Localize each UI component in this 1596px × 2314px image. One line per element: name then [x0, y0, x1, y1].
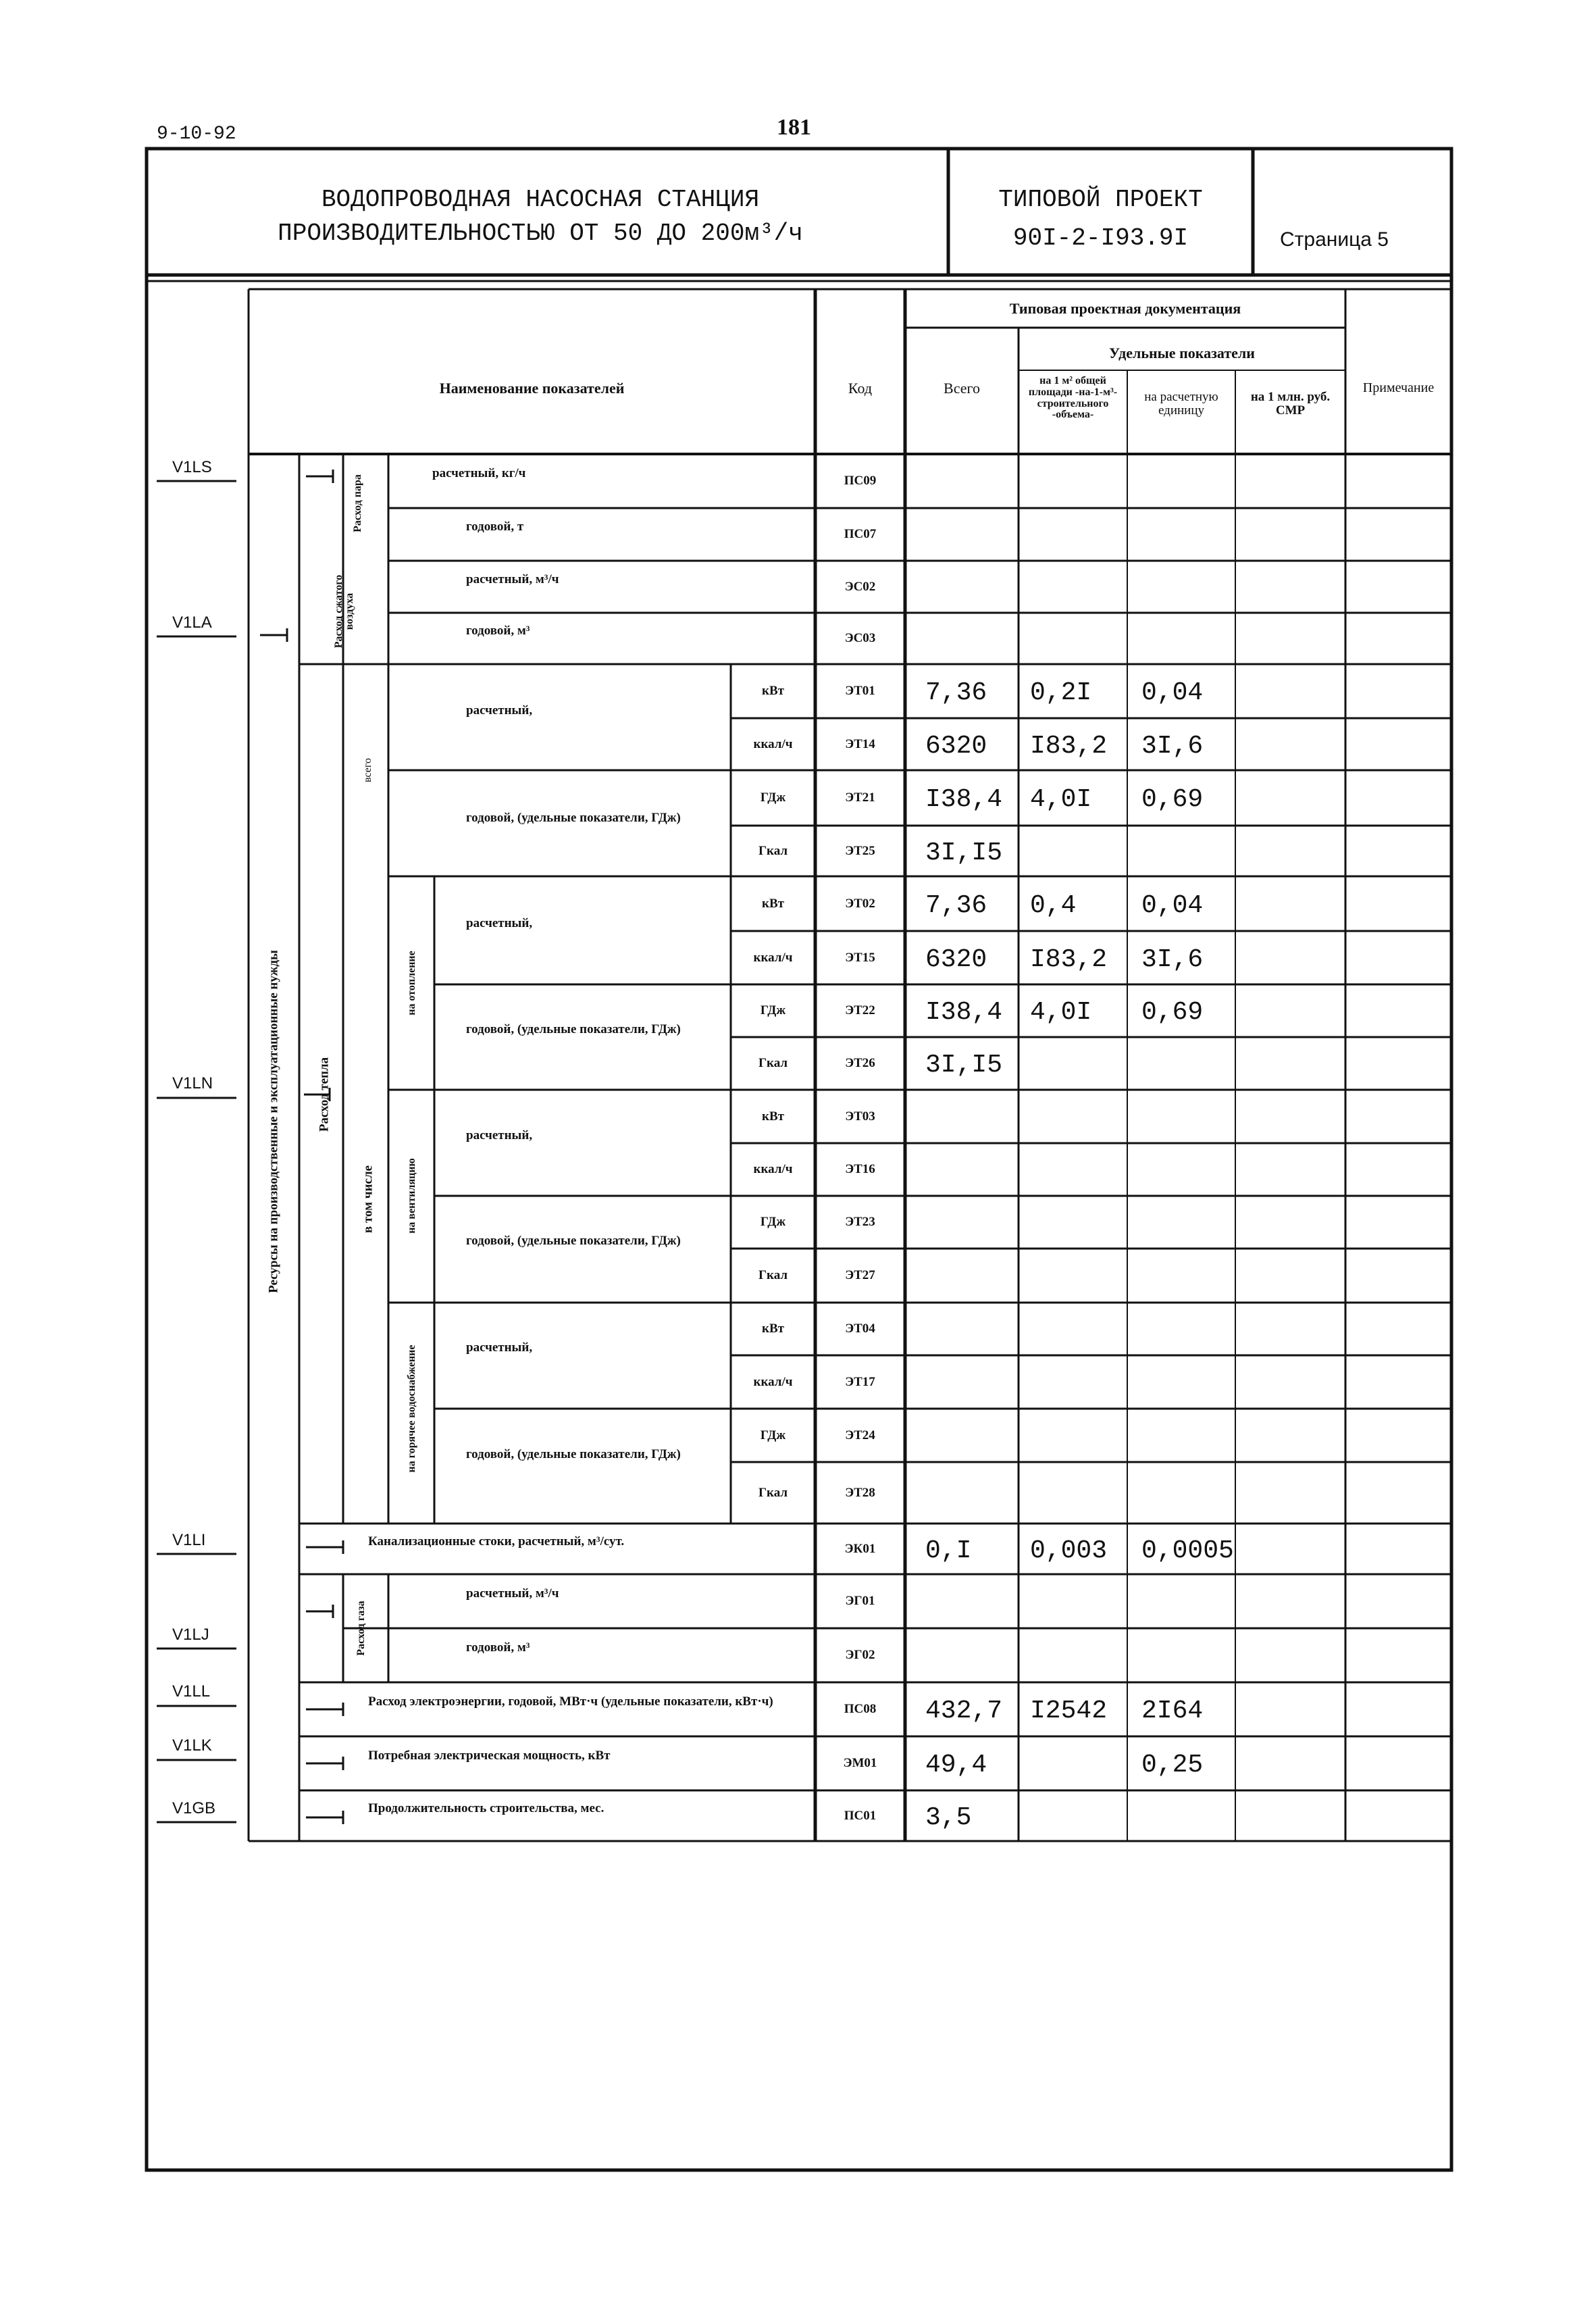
row-label: годовой, (удельные показатели, ГДж) [466, 1022, 681, 1036]
row-label: расчетный, кг/ч [432, 466, 526, 480]
row-unit: кВт [762, 1109, 784, 1124]
document-code: 9-10-92 [157, 124, 236, 145]
header-per-unit: на расчетную единицу [1144, 390, 1218, 418]
row-code: ЭТ02 [845, 896, 875, 911]
row-code: ЭТ27 [845, 1268, 875, 1282]
row-unit: Гкал [758, 1485, 788, 1500]
marker-v1gb: V1GB [172, 1799, 216, 1817]
row-unit: Гкал [758, 843, 788, 858]
row-per-unit: 2I64 [1141, 1696, 1204, 1726]
group-gas: Расход газа [355, 1601, 367, 1656]
row-per-area: I83,2 [1030, 731, 1108, 761]
group-ventilation: на вентиляцию [406, 1158, 417, 1234]
row-total: 432,7 [925, 1696, 1003, 1726]
sheet-label: Страница 5 [1280, 228, 1389, 251]
row-label: годовой, т [466, 520, 524, 534]
page-number: 181 [777, 115, 811, 140]
row-per-unit: 0,0005 [1141, 1536, 1234, 1565]
row-label: годовой, (удельные показатели, ГДж) [466, 1447, 681, 1461]
row-total: I38,4 [925, 998, 1003, 1027]
title-line-1: ВОДОПРОВОДНАЯ НАСОСНАЯ СТАНЦИЯ [321, 186, 760, 213]
row-label: расчетный, м³/ч [466, 572, 559, 586]
header-note: Примечание [1362, 380, 1435, 395]
row-code: ЭК01 [844, 1541, 876, 1556]
row-unit: ГДж [760, 1003, 786, 1017]
row-unit: ккал/ч [753, 950, 793, 965]
row-unit: ккал/ч [753, 1162, 793, 1176]
header-specific: Удельные показатели [1109, 345, 1255, 361]
row-code: ЭМ01 [843, 1756, 877, 1770]
row-label: расчетный, [466, 1340, 533, 1355]
row-code: ЭТ23 [845, 1215, 875, 1229]
group-hot-water: на горячее водоснабжение [406, 1344, 417, 1473]
row-per-unit: 3I,6 [1141, 945, 1204, 974]
row-total: I38,4 [925, 785, 1003, 814]
row-per-unit: 0,25 [1141, 1751, 1204, 1780]
row-code: ЭС03 [844, 631, 876, 645]
row-total: 3I,I5 [925, 1051, 1003, 1080]
row-unit: ккал/ч [753, 1374, 793, 1389]
row-label: годовой, (удельные показатели, ГДж) [466, 1234, 681, 1248]
row-code: ЭТ21 [845, 790, 875, 805]
row-code: ПС08 [844, 1702, 877, 1716]
row-per-area: I83,2 [1030, 945, 1108, 974]
group-air: Расход сжатого воздуха [333, 574, 355, 649]
row-code: ЭТ25 [845, 843, 875, 858]
row-code: ПС01 [844, 1808, 877, 1823]
row-per-area: 4,0I [1030, 785, 1092, 814]
row-total: 3,5 [925, 1803, 972, 1832]
marker-v1lj: V1LJ [172, 1626, 209, 1644]
header-per-mln: на 1 млн. руб. СМР [1250, 390, 1331, 418]
row-code: ЭТ01 [845, 684, 875, 698]
group-heating: на отопление [406, 951, 417, 1015]
group-steam: Расход пара [352, 474, 363, 532]
marker-v1lk: V1LK [172, 1736, 212, 1755]
project-number: 90I-2-I93.9I [1012, 224, 1189, 252]
row-label: Канализационные стоки, расчетный, м³/сут. [368, 1534, 625, 1549]
row-per-unit: 0,04 [1141, 678, 1204, 707]
row-label: годовой, (удельные показатели, ГДж) [466, 811, 681, 825]
row-label: расчетный, м³/ч [466, 1586, 559, 1601]
row-label: Потребная электрическая мощность, кВт [368, 1749, 611, 1763]
row-code: ПС07 [844, 527, 877, 541]
marker-v1ls: V1LS [172, 458, 212, 476]
row-unit: кВт [762, 1322, 784, 1336]
row-code: ПС09 [844, 474, 877, 488]
row-unit: ГДж [760, 1428, 786, 1442]
row-per-unit: 0,69 [1141, 785, 1204, 814]
marker-v1ln: V1LN [172, 1074, 213, 1092]
group-incl: в том числе [361, 1165, 376, 1234]
row-unit: ГДж [760, 1215, 786, 1229]
header-name: Наименование показателей [439, 380, 625, 397]
row-code: ЭГ01 [845, 1594, 875, 1608]
row-unit: Гкал [758, 1268, 788, 1282]
row-per-unit: 0,04 [1141, 890, 1204, 920]
row-per-unit: 3I,6 [1141, 731, 1204, 761]
row-label: Продолжительность строительства, мес. [368, 1801, 604, 1815]
header-per-area: на 1 м² общей площади -на-1-м³- строительного -объема- [1028, 375, 1118, 421]
header-total: Всего [944, 380, 980, 397]
row-total: 49,4 [925, 1751, 987, 1780]
row-code: ЭС02 [844, 579, 876, 594]
row-total: 3I,I5 [925, 838, 1003, 867]
row-label: Расход электроэнергии, годовой, МВт·ч (удельные показатели, кВт·ч) [368, 1694, 773, 1709]
title-line-2: ПРОИЗВОДИТЕЛЬНОСТЬЮ ОТ 50 ДО 200м³/ч [278, 220, 803, 247]
group-resources: Ресурсы на производственные и эксплуатационные нужды [266, 950, 281, 1293]
row-label: расчетный, [466, 916, 533, 930]
group-heat: Расход тепла [317, 1057, 332, 1132]
row-code: ЭТ14 [845, 736, 875, 751]
row-per-area: 0,003 [1030, 1536, 1108, 1565]
row-label: годовой, м³ [466, 1640, 530, 1655]
header-docs: Типовая проектная документация [1009, 300, 1241, 317]
row-total: 0,I [925, 1536, 972, 1565]
row-unit: ГДж [760, 790, 786, 805]
row-code: ЭТ22 [845, 1003, 875, 1017]
row-unit: ккал/ч [753, 736, 793, 751]
row-unit: Гкал [758, 1056, 788, 1070]
row-code: ЭТ04 [845, 1322, 875, 1336]
row-label: расчетный, [466, 703, 533, 718]
marker-v1la: V1LA [172, 613, 212, 632]
row-code: ЭТ28 [845, 1485, 875, 1500]
project-label: ТИПОВОЙ ПРОЕКТ [998, 186, 1203, 213]
marker-v1li: V1LI [172, 1531, 206, 1549]
row-code: ЭТ03 [845, 1109, 875, 1124]
row-unit: кВт [762, 684, 784, 698]
row-code: ЭТ16 [845, 1162, 875, 1176]
row-per-unit: 0,69 [1141, 998, 1204, 1027]
row-code: ЭТ17 [845, 1374, 875, 1389]
marker-v1ll: V1LL [172, 1682, 211, 1701]
row-total: 6320 [925, 731, 987, 761]
row-total: 7,36 [925, 678, 987, 707]
row-per-area: I2542 [1030, 1696, 1108, 1726]
row-unit: кВт [762, 896, 784, 911]
row-code: ЭТ26 [845, 1056, 875, 1070]
row-total: 6320 [925, 945, 987, 974]
row-code: ЭТ15 [845, 950, 875, 965]
row-code: ЭГ02 [845, 1648, 875, 1662]
row-per-area: 4,0I [1030, 998, 1092, 1027]
row-per-area: 0,2I [1030, 678, 1092, 707]
row-code: ЭТ24 [845, 1428, 875, 1442]
row-total: 7,36 [925, 890, 987, 920]
row-label: расчетный, [466, 1128, 533, 1142]
group-total: всего [362, 757, 374, 783]
row-label: годовой, м³ [466, 624, 530, 638]
row-per-area: 0,4 [1030, 890, 1077, 920]
header-code: Код [848, 380, 873, 397]
